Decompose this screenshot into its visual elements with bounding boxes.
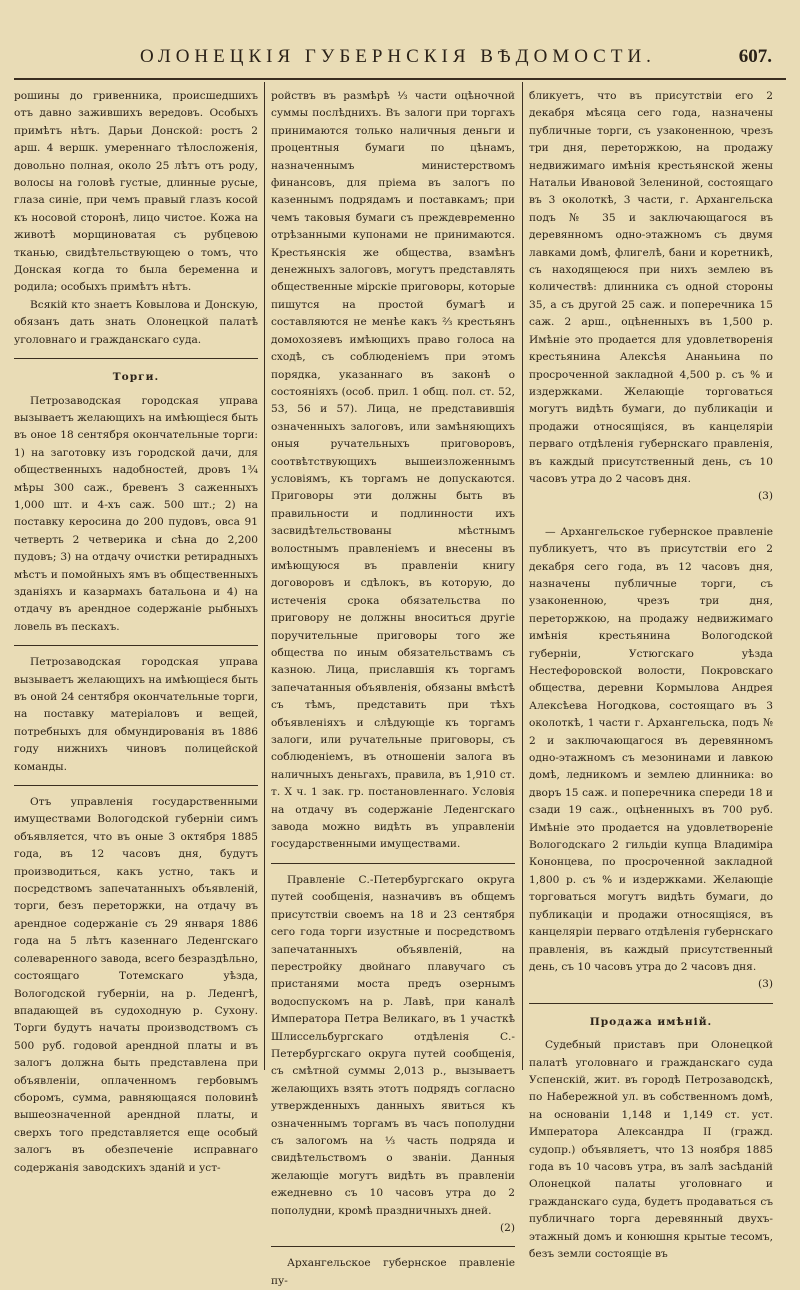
notice-rule [14, 645, 258, 646]
auction-notice-1: Петрозаводская городская управа вызываетъ желающихъ на имѣющіеся быть въ оное 18 сентября окончательные торги: 1) на заготовку изъ городской дачи, для общественныхъ надобностей, дровъ 1¾ мѣры 300 саж., бревенъ 3 саженныхъ 1,000 шт. и 4-хъ саж. 500 шт.; 2) на поставку керосина до 200 пудовъ, овса 91 четверть 2 четверика и сѣна до 2,200 пудовъ; 3) на отдачу очистки ретирадныхъ мѣстъ и помойныхъ ямъ въ общественныхъ зданіяхъ и казармахъ батальона и 4) на отдачу въ арендное содержаніе рыбныхъ ловель въ пескахъ. [14, 394, 258, 633]
section-rule [529, 1003, 773, 1004]
auction-notice-3-cont: ройствъ въ размѣрѣ ⅓ части оцѣночной суммы послѣднихъ. Въ залоги при торгахъ принимаются только наличныя деньги и процентныя бумаги по цѣнамъ, назначеннымъ министерствомъ финансовъ, для пріема въ залогъ по казеннымъ подрядамъ и поставкамъ; при чемъ таковыя бумаги съ преждевременно отрѣзанными купонами не принимаются. Крестьянскія же общества, взамѣнъ денежныхъ залоговъ, могутъ представлять общественные мірскіе приговоры, которые пишутся на простой бумагѣ и составляются не менѣе какъ ⅔ крестьянъ домохозяевъ имѣющихъ право голоса на сходѣ, съ соблюденіемъ при этомъ порядка, указаннаго въ законѣ о состояніяхъ (особ. прил. 1 общ. пол. ст. 52, 53, 56 и 57). Лица, не представившія означенныхъ залоговъ, или замѣняющихъ оныя ручательныхъ приговоровъ, соотвѣтствующихъ вышеизложеннымъ условіямъ, къ торгамъ не допускаются. Приговоры эти должны быть въ правильности и подлинности ихъ засвидѣтельствованы мѣстнымъ волостнымъ правленіемъ и внесены въ имѣющуюся въ правленіи книгу договоровъ и сдѣлокъ, въ которую, до истеченія срока обязательства по приговору не должны вноситься другіе поручительные приговоры того же общества по иным обязательствамъ съ казною. Лица, приславшія къ торгамъ запечатанныя объявленія, обязаны вмѣстѣ съ тѣмъ, представить при тѣхъ объявленіяхъ и слѣдующіе къ торгамъ залоги, или ручательные приговоры, съ соблюденіемъ, въ отношеніи залога въ наличныхъ деньгахъ, правила, въ 1,910 ст. т. X ч. 1 зак. гр. постановленнаго. Условія на отдачу въ содержаніе Леденгскаго завода можно видѣть въ управленіи государственными имуществами. [271, 90, 515, 851]
column-divider-1 [264, 82, 265, 1070]
section-title-sale: Продажа имѣній. [589, 1015, 713, 1028]
newspaper-title: ОЛОНЕЦКІЯ ГУБЕРНСКІЯ ВѢДОМОСТИ. [140, 46, 656, 67]
section-rule [14, 358, 258, 359]
column-2 [271, 88, 515, 1287]
notice-number: (2) [499, 1222, 515, 1234]
section-title-torgi: Торги. [112, 371, 160, 384]
auction-notice-5-cont: бликуетъ, что въ присутствіи его 2 декабря мѣсяца сего года, назначены публичные торги, съ узаконенною, чрезъ три дня, переторжкою, на продажу недвижимаго имѣнія крестьянской жены Натальи Ивановой Зелениной, состоящаго въ 3 околоткѣ, 3 части, г. Архангельска подъ № 35 и заключающагося въ деревянномъ одно-этажномъ съ двумя лавками домѣ, флигелѣ, бани и коретникѣ, съ находящеюся при нихъ землею въ количествѣ: длинника съ одной стороны 35, а съ другой 25 саж. и поперечника 15 саж. 2 арш., оцѣненныхъ въ 1,500 р. Имѣніе это продается для удовлетворенія крестьянина Алексѣя Ананьина по просроченной закладной 4,500 р. съ % и издержками. Желающіе торговаться могутъ видѣть бумаги, до публикаціи и продажи относящіяся, въ канцеляріи перваго отдѣленія губернскаго правленія, въ каждый присутственный день, съ 10 часовъ утра до 2 часовъ дня. [529, 90, 773, 485]
header-rule [14, 78, 786, 80]
auction-notice-5-start: Архангельское губернское правленіе пу- [271, 1257, 515, 1287]
column-1 [14, 88, 258, 1174]
auction-notice-3: Отъ управленія государственными имуществами Вологодской губерніи симъ объявляется, что въ оные 3 октября 1885 года, въ 12 часовъ дня, будутъ производиться, какъ устно, такъ и посредствомъ запечатанныхъ объявленій, торги, безъ переторжки, на отдачу въ арендное содержаніе съ 29 января 1886 года на 5 лѣтъ казеннаго Леденгскаго солеваренного завода, всего безраздѣльно, состоящаго Тотемскаго уѣзда, Вологодской губерніи, на р. Леденгѣ, впадающей въ судоходную р. Сухону. Торги будутъ начаты производствомъ съ 500 руб. годовой арендной платы и въ залогъ должна быть представлена при объявленіи, оплаченномъ гербовымъ сборомъ, сумма, равняющаяся половинѣ вышеозначенной арендной платы, и сверхъ того представляется еще особый залогъ въ обезпеченіе исправнаго содержанія заводскихъ зданій и уст- [14, 796, 258, 1174]
notice-number: (3) [757, 978, 773, 991]
column-3 [529, 88, 773, 1260]
notice-rule [271, 863, 515, 864]
wanted-notice: Всякій кто знаетъ Ковылова и Донскую, обязанъ дать знать Олонецкой палатѣ уголовнаго и гражданскаго суда. [14, 298, 258, 346]
page-number: 607. [738, 46, 772, 67]
auction-notice-2: Петрозаводская городская управа вызываетъ желающихъ на имѣющіеся быть въ оной 24 сентября окончательные торги, на поставку матеріаловъ и вещей, потребныхъ для обмундированія въ 1886 году нижнихъ чиновъ полицейской команды. [14, 656, 258, 773]
notice-rule [14, 785, 258, 786]
wanted-description: рошины до гривенника, происшедшихъ отъ давно зажившихъ вередовъ. Особыхъ примѣтъ нѣтъ. Дарьи Донской: ростъ 2 арш. 4 вершк. умереннаго тѣлосложенія, довольно полная, около 25 лѣтъ отъ роду, волосы на головѣ густые, длинные русые, глаза синіе, при чемъ правый глазъ косой къ носовой сторонѣ, лицо чистое. Кожа на животѣ морщиноватая съ рубцевою тканью, свидѣтельствующею о томъ, что Донская когда то была беременна и родила; особыхъ примѣтъ нѣтъ. [14, 90, 258, 294]
auction-notice-6: — Архангельское губернское правленіе публикуетъ, что въ присутствіи его 2 декабря сего года, въ 12 часовъ дня, назначены публичные торги, съ узаконенною, чрезъ три дня, переторжкою, на продажу недвижимаго имѣнія крестьянина Вологодской губерніи, Устюгскаго уѣзда Нестефоровской волости, Покровскаго общества, деревни Кормылова Андрея Алексѣева Ногодкова, состоящаго въ 3 околоткѣ, 1 части г. Архангельска, подъ № 2 и заключающагося въ деревянномъ одно-этажномъ съ мезонинами и лавкою домѣ, ледникомъ и землею длинника: во дворъ 15 саж. и поперечника спереди 18 и сзади 19 саж., оцѣненныхъ въ 700 руб. Имѣніе это продается на удовлетвореніе Вологодскаго 2 гильдіи купца Владиміра Кононцева, по просроченной закладной 1,800 р. съ % и издержками. Желающіе торговаться могутъ видѣть бумаги, до публикаціи и продажи относящіяся, въ канцеляріи перваго отдѣленія губернскаго правленія, въ каждый присутственный день, съ 10 часовъ утра до 2 часовъ дня. [529, 525, 773, 973]
notice-number: (3) [757, 490, 773, 503]
notice-rule [271, 1246, 515, 1247]
auction-notice-4: Правленіе С.-Петербургскаго округа путей сообщенія, назначивъ въ общемъ присутствіи своемъ на 18 и 23 сентября сего года торги изустные и посредствомъ запечатанныхъ объявленій, на перестройку двойнаго плавучаго съ пристанями моста предъ озернымъ водоспускомъ на р. Лавѣ, при каналѣ Императора Петра Великаго, въ 1 участкѣ Шлиссельбургскаго отдѣленія С.-Петербургскаго округа путей сообщенія, съ смѣтной суммы 2,013 р., вызываетъ желающихъ взять этотъ подрядъ согласно утвержденныхъ данныхъ явиться къ означеннымъ торгамъ въ часъ пополудни съ залогомъ на ⅓ часть подряда и свидѣтельствомъ о званіи. Данныя желающіе могутъ видѣть въ правленіи ежедневно съ 10 часовъ утра до 2 пополудни, кромѣ праздничныхъ дней. [271, 873, 515, 1217]
page-header [14, 44, 786, 76]
column-divider-2 [522, 82, 523, 1070]
sale-notice-1: Судебный приставъ при Олонецкой палатѣ уголовнаго и гражданскаго суда Успенскій, жит. въ городѣ Петрозаводскѣ, по Набережной ул. въ собственномъ домѣ, на основаніи 1,148 и 1,149 ст. уст. Императора Александра II (гражд. судопр.) объявляетъ, что 13 ноября 1885 года въ 10 часовъ утра, въ залѣ засѣданій Олонецкой палаты уголовнаго и гражданскаго суда, будетъ продаваться съ публичнаго торга деревянный двухъ-этажный домъ и конюшня крытые тесомъ, безъ земли состоящіе въ [529, 1039, 773, 1260]
